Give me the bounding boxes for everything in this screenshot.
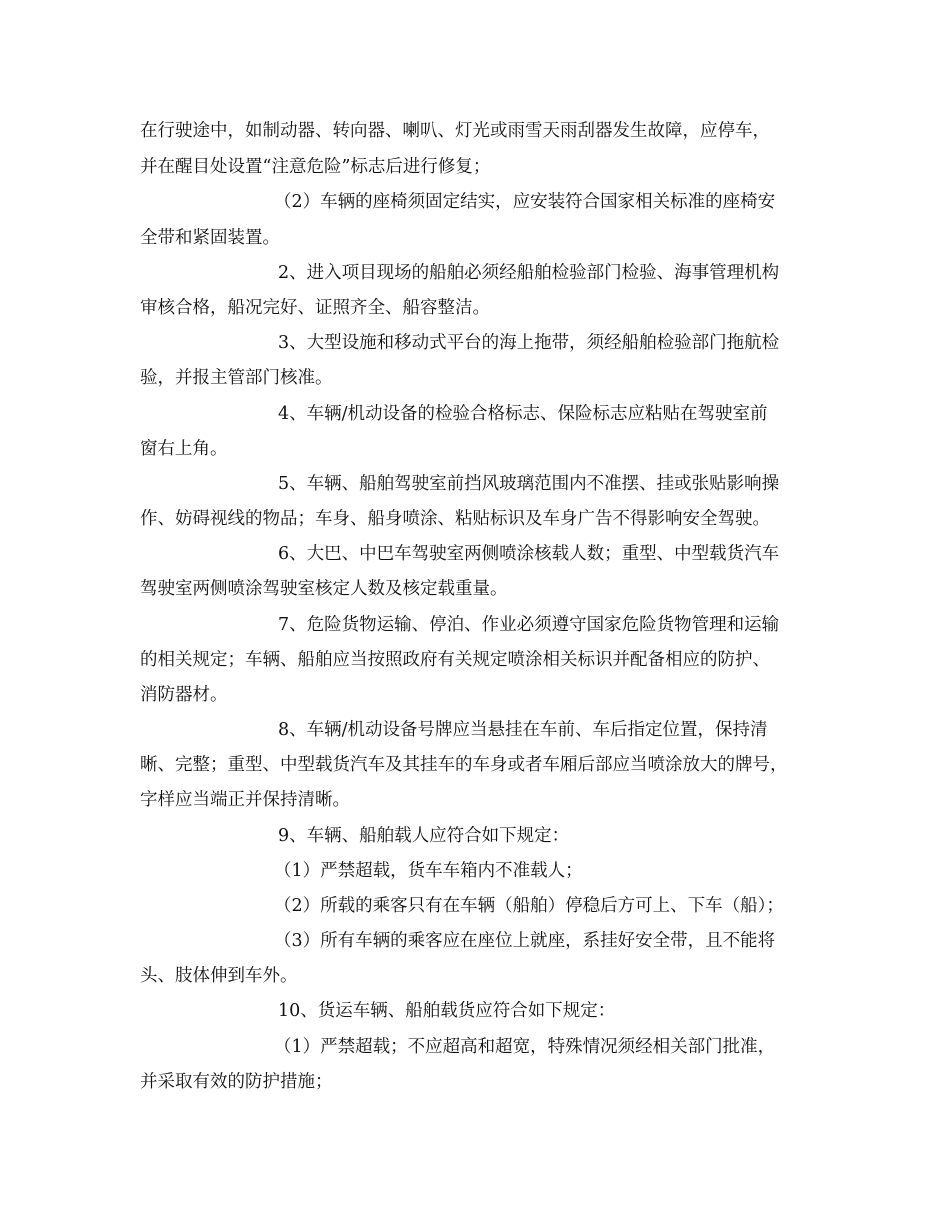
text-line: 审核合格，船况完好、证照齐全、船容整洁。 <box>140 298 490 318</box>
text-line: 作、妨碍视线的物品；车身、船身喷涂、粘贴标识及车身广告不得影响安全驾驶。 <box>140 509 770 529</box>
text-line: 8、车辆/机动设备号牌应当悬挂在车前、车后指定位置，保持清 <box>278 720 768 740</box>
text-line: 7、危险货物运输、停泊、作业必须遵守国家危险货物管理和运输 <box>278 615 780 635</box>
text-line: 5、车辆、船舶驾驶室前挡风玻璃范围内不准摆、挂或张贴影响操 <box>278 474 780 494</box>
text-line: 9、车辆、船舶载人应符合如下规定： <box>278 826 570 846</box>
text-line: 并采取有效的防护措施； <box>140 1072 333 1092</box>
text-line: 3、大型设施和移动式平台的海上拖带，须经船舶检验部门拖航检 <box>278 333 780 353</box>
text-line: 并在醒目处设置“注意危险”标志后进行修复； <box>140 157 491 177</box>
text-line: 头、肢体伸到车外。 <box>140 966 298 986</box>
text-line: 4、车辆/机动设备的检验合格标志、保险标志应粘贴在驾驶室前 <box>278 404 768 424</box>
text-line: （2）车辆的座椅须固定结实，应安装符合国家相关标准的座椅安 <box>274 192 776 212</box>
text-line: （1）严禁超载，货车车箱内不准载人； <box>274 861 583 881</box>
text-line: 消防器材。 <box>140 685 228 705</box>
text-line: 2、进入项目现场的船舶必须经船舶检验部门检验、海事管理机构 <box>278 263 780 283</box>
text-line: （2）所载的乘客只有在车辆（船舶）停稳后方可上、下车（船）； <box>274 896 784 916</box>
text-line: 驾驶室两侧喷涂驾驶室核定人数及核定载重量。 <box>140 579 508 599</box>
text-line: 窗右上角。 <box>140 439 228 459</box>
text-line: （1）严禁超载；不应超高和超宽，特殊情况须经相关部门批准， <box>274 1037 776 1057</box>
text-line: 的相关规定；车辆、船舶应当按照政府有关规定喷涂相关标识并配备相应的防护、 <box>140 650 770 670</box>
text-line: 验，并报主管部门核准。 <box>140 368 333 388</box>
text-line: 晰、完整；重型、中型载货汽车及其挂车的车身或者车厢后部应当喷涂放大的牌号， <box>140 755 788 775</box>
text-line: 在行驶途中，如制动器、转向器、喇叭、灯光或雨雪天雨刮器发生故障，应停车， <box>140 121 770 141</box>
text-line: 10、货运车辆、船舶载货应符合如下规定： <box>278 1001 616 1021</box>
text-line: 全带和紧固装置。 <box>140 228 280 248</box>
text-line: 6、大巴、中巴车驾驶室两侧喷涂核载人数；重型、中型载货汽车 <box>278 544 780 564</box>
text-line: （3）所有车辆的乘客应在座位上就座，系挂好安全带，且不能将 <box>274 931 776 951</box>
text-line: 字样应当端正并保持清晰。 <box>140 790 350 810</box>
